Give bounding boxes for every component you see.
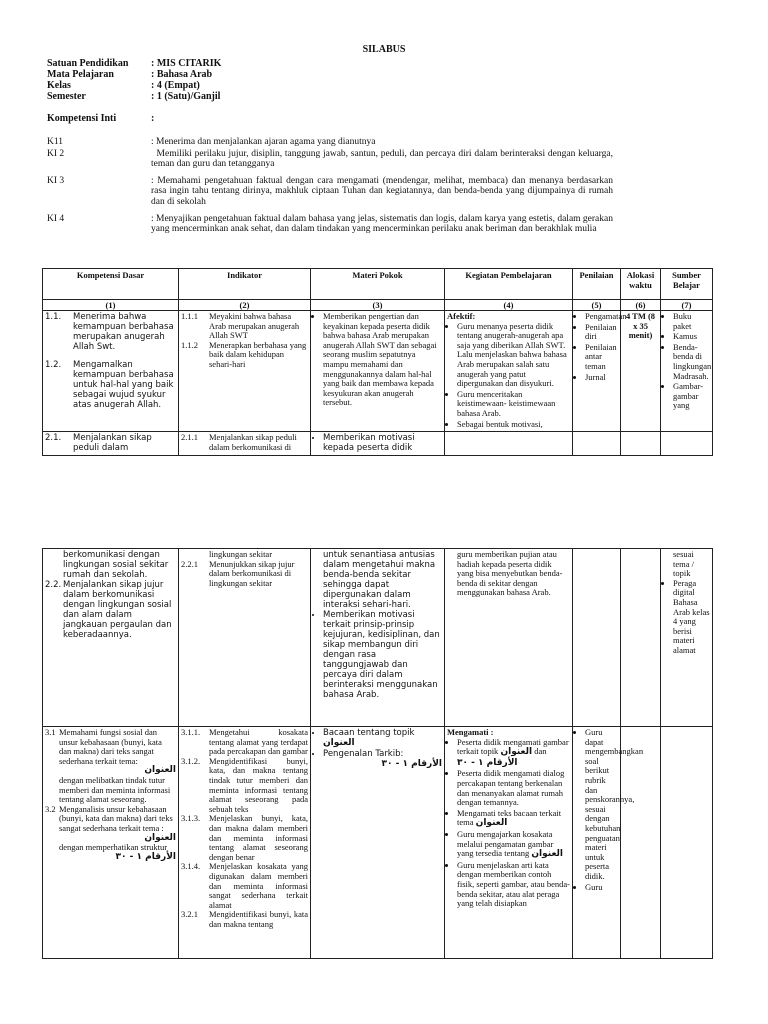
kd-number: 1.1. — [45, 312, 62, 322]
materi-cell — [311, 311, 445, 432]
kegiatan-heading: Afektif: — [447, 311, 476, 321]
indikator-text: Meyakini bahwa bahasa Arab merupakan anugerah Allah SWT — [209, 311, 300, 341]
indikator-cell — [179, 549, 311, 727]
kegiatan-text: Guru mengajarkan kosakata melalui pengamatan gambar yang tersedia tentang — [457, 828, 554, 859]
col-header: Alokasi waktu — [621, 269, 661, 300]
table-row — [43, 727, 713, 959]
sumber-cell — [661, 311, 713, 432]
ki-text: Memiliki perilaku jujur, disiplin, tanggung jawab, santun, peduli, dan percaya diri dalam berinteraksi dengan keluarga, teman dan guru dan tetangganya — [151, 148, 625, 170]
kd-cell — [43, 549, 179, 727]
meta-label: Mata Pelajaran — [47, 69, 114, 80]
col-number: (3) — [311, 300, 445, 311]
ki-text: : Menyajikan pengetahuan faktual dalam bahasa yang jelas, sistematis dan logis, dalam karya yang estetis, dalam gerakan yang mencerminkan anak sehat, dan dalam tindakan yang mencerminkan perilaku anak beriman dan berakhlak mulia — [151, 213, 613, 235]
indikator-number: 3.1.2. — [181, 755, 201, 766]
materi-cell — [311, 549, 445, 727]
sumber-cell — [661, 432, 713, 456]
arabic-numbers-label: الأرقام ١ - ٣٠ — [457, 757, 518, 768]
col-header: Materi Pokok — [311, 269, 445, 300]
alokasi-cell — [621, 727, 661, 959]
indikator-number: 3.1.3. — [181, 813, 201, 824]
indikator-item — [181, 862, 308, 910]
ki-text: : Memahami pengetahuan faktual dengan cara mengamati (mendengar, melihat, membaca) dan menanya berdasarkan rasa ingin tahu tentang dirinya, makhluk ciptaan Tuhan dan kegiatannya, dan benda-benda yang dijumpainya di rumah dan di sekolah — [151, 175, 613, 207]
materi-item: • Memberikan pengertian dan keyakinan kepada peserta didik bahwa bahasa Arab merupakan anugerah Allah SWT dan sebagai seorang muslim sepatutnya mampu memahami dan menggunakannya dalam hal-hal yang baik dan membawa kepada kesyukuran akan anugerah tersebut. — [323, 312, 442, 408]
indikator-continued: lingkungan sekitar — [209, 549, 273, 559]
penilaian-item: • Penilaian antar teman — [585, 343, 618, 372]
indikator-text: Mengidentifikasi bunyi, kata, dan makna tentang tindak tutur memberi dan meminta informasi tentang alamat seseorang pada sebuah teks — [209, 755, 308, 814]
indikator-cell — [179, 727, 311, 959]
meta-label: Satuan Pendidikan — [47, 58, 129, 69]
page-title: SILABUS — [362, 44, 406, 55]
kd-cell — [43, 311, 179, 432]
ki-item — [47, 148, 625, 170]
alokasi-cell — [621, 432, 661, 456]
materi-item — [323, 728, 442, 748]
kegiatan-text: dan — [534, 746, 547, 757]
indikator-item — [181, 757, 308, 815]
sumber-cell — [661, 727, 713, 959]
meta-label: Kompetensi Inti — [47, 113, 117, 124]
kegiatan-item: • Guru menjelaskan arti kata dengan memberikan contoh fisik, seperti gambar, atau benda-benda sekitar, atau alat peraga yang telah disiapkan — [457, 861, 570, 909]
indikator-text: Menerapkan berbahasa yang baik dalam kehidupan sehari-hari — [209, 339, 307, 369]
indikator-number: 3.1.1. — [181, 727, 201, 737]
meta-value: : 4 (Empat) — [151, 80, 200, 91]
kd-item — [45, 433, 176, 453]
arabic-numbers-label: الأرقام ١ - ٣٠ — [381, 759, 442, 769]
ki-code: KI 2 — [47, 148, 65, 159]
penilaian-cell — [573, 549, 621, 727]
indikator-text: Menjelaskan bunyi, kata, dan makna dalam memberi dan meminta informasi tentang alamat seseorang dengan benar — [209, 813, 308, 862]
col-number: (4) — [445, 300, 573, 311]
ki-item — [47, 137, 613, 148]
penilaian-item: • Jurnal — [585, 373, 618, 383]
syllabus-table-1 — [42, 268, 713, 456]
meta-value: : 1 (Satu)/Ganjil — [151, 91, 221, 102]
table-row — [43, 311, 713, 432]
ki-text: : Menerima dan menjalankan ajaran agama yang dianutnya — [151, 137, 376, 147]
meta-label: Semester — [47, 91, 86, 102]
kd-text: dengan memperhatikan struktur — [59, 842, 168, 853]
kegiatan-item: • Guru menceritakan keistimewaan- keistimewaan bahasa Arab. — [457, 390, 570, 419]
materi-item: • Memberikan motivasi kepada peserta didik — [323, 433, 442, 453]
meta-row — [47, 91, 221, 102]
meta-value: : Bahasa Arab — [151, 69, 213, 80]
arabic-numbers-label: الأرقام ١ - ٣٠ — [115, 851, 176, 862]
syllabus-table-2 — [42, 548, 713, 959]
col-header: Kegiatan Pembelajaran — [445, 269, 573, 300]
col-header: Sumber Belajar — [661, 269, 713, 300]
indikator-item — [181, 910, 308, 929]
penilaian-cell — [573, 311, 627, 432]
indikator-number: 3.2.1 — [181, 909, 198, 920]
sumber-cell — [661, 549, 713, 727]
kegiatan-item: • Guru menanya peserta didik tentang anugerah-anugerah apa saja yang diberikan Allah SWT. Lalu menjelaskan bahwa bahasa Arab merupakan salah satu anugerah yang patut dipergunakan dan disyukuri. — [457, 322, 570, 389]
ki-code: K11 — [47, 137, 64, 147]
ki-code: KI 4 — [47, 213, 65, 224]
kegiatan-cell — [445, 727, 573, 959]
kd-item — [45, 728, 176, 766]
table-row — [43, 549, 713, 727]
kd-continued: berkomunikasi dengan lingkungan sosial sekitar rumah dan sekolah. — [63, 550, 169, 580]
meta-value: : MIS CITARIK — [151, 58, 222, 69]
materi-text: Pengenalan Tarkib: — [323, 749, 404, 759]
indikator-number: 2.1.1 — [181, 432, 198, 443]
kegiatan-heading: Mengamati : — [447, 727, 494, 737]
kd-cell — [43, 432, 179, 456]
alokasi-cell — [621, 549, 661, 727]
alokasi-cell: 4 TM (8 x 35 menit) — [621, 311, 661, 432]
arabic-topic-label: العنوان — [500, 747, 533, 758]
kd-cell — [43, 727, 179, 959]
kegiatan-continued: guru memberikan pujian atau hadiah kepada peserta didik yang bisa menyebutkan benda-benda di sekitar dengan menggunakan bahasa Arab. — [457, 549, 563, 598]
kegiatan-item — [457, 809, 570, 829]
ki-code: KI 3 — [47, 175, 65, 186]
arabic-topic-label: العنوان — [144, 832, 176, 843]
meta-row — [47, 69, 221, 80]
sumber-continued: sesuai tema / topik — [673, 549, 695, 579]
kompetensi-inti-list — [47, 137, 625, 236]
indikator-text: Menunjukkan sikap jujur dalam berkomunikasi di lingkungan sekitar — [209, 558, 295, 588]
meta-row — [47, 58, 221, 69]
materi-item: • Memberikan motivasi terkait prinsip-prinsip kejujuran, kedisiplinan, dan sikap membangun diri dengan rasa tanggungjawab dan percaya diri dalam berinteraksi menggunakan bahasa Arab. — [323, 610, 442, 700]
sumber-item: • Peraga digital Bahasa Arab kelas 4 yang berisi materi alamat — [673, 579, 710, 656]
materi-cell — [311, 432, 445, 456]
penilaian-cell — [573, 727, 644, 959]
kegiatan-item: • Peserta didik mengamati dialog percakapan tentang berkenalan dan menanyakan alamat rumah dengan temannya. — [457, 769, 570, 807]
kd-item — [45, 580, 176, 640]
kegiatan-item: • Sebagai bentuk motivasi, — [457, 420, 570, 430]
kd-text: Menganalisis unsur kebahasaan (bunyi, kata dan makna) dari teks sangat sederhana terkait tema : — [59, 803, 173, 833]
kd-number: 3.1 — [45, 727, 56, 737]
kd-number: 3.2 — [45, 803, 56, 814]
indikator-text: Mengetahui kosakata tentang alamat yang terdapat pada percakapan dan gambar — [209, 727, 308, 757]
materi-continued: untuk senantiasa antusias dalam mengetahui makna benda-benda sekitar sehingga dapat dipergunakan dalam interaksi sehari-hari. — [323, 550, 436, 610]
col-number: (6) — [621, 300, 661, 311]
kd-text: Menjalankan sikap jujur dalam berkomunikasi dengan lingkungan sosial dan alam dalam jangkauan pergaulan dan keberadaannya. — [63, 580, 172, 640]
indikator-item — [181, 312, 308, 341]
penilaian-item: • Penilaian diri — [585, 323, 618, 342]
indikator-number: 1.1.2 — [181, 339, 198, 350]
kd-number: 1.2. — [45, 360, 62, 370]
kd-number: 2.1. — [45, 433, 62, 444]
table-number-row — [43, 300, 713, 311]
sumber-item: • Buku paket — [673, 312, 710, 331]
arabic-topic-label: العنوان — [475, 818, 508, 829]
indikator-number: 2.2.1 — [181, 558, 198, 569]
indikator-text: Menjelaskan kosakata yang digunakan dalam memberi dan meminta informasi sangat sederhana terkait alamat — [209, 861, 308, 910]
indikator-text: Menjalankan sikap peduli dalam berkomunikasi di — [209, 432, 297, 452]
penilaian-item: • Guru — [585, 883, 618, 893]
indikator-text: Mengidentifikasi bunyi, kata dan makna tentang — [209, 909, 308, 929]
meta-row — [47, 102, 221, 113]
kd-text: Mengamalkan kemampuan berbahasa untuk hal-hal yang baik sebagai wujud syukur atas anugerah Allah. — [73, 360, 174, 410]
kd-item — [45, 360, 176, 410]
penilaian-item: • Guru dapat mengembangkan soal berikut rubrik dan penskorannya, sesuai dengan kebutuhan penguatan materi untuk peserta didik. — [585, 728, 618, 882]
kegiatan-item — [457, 738, 570, 769]
kegiatan-item — [457, 830, 570, 860]
col-number: (1) — [43, 300, 179, 311]
indikator-item — [181, 814, 308, 862]
table-row — [43, 432, 713, 456]
meta-row — [47, 80, 221, 91]
indikator-item — [181, 433, 308, 452]
materi-text: Bacaan tentang topik — [323, 728, 415, 738]
meta-label — [47, 102, 151, 113]
sumber-item: • Benda-benda di lingkungan Madrasah. — [673, 343, 710, 381]
indikator-number: 3.1.4. — [181, 861, 201, 872]
meta-value: : — [151, 113, 155, 124]
kd-text: Menerima bahwa kemampuan berbahasa merupakan anugerah Allah Swt. — [73, 312, 174, 352]
indikator-item — [181, 341, 308, 370]
sumber-item: • Kamus — [673, 332, 710, 342]
kd-item — [45, 805, 176, 834]
materi-item — [323, 749, 442, 769]
meta-row — [47, 113, 221, 124]
arabic-topic-label: العنوان — [144, 765, 176, 776]
kegiatan-text: Peserta didik mengamati gambar terkait topik — [457, 736, 569, 757]
penilaian-cell — [573, 432, 621, 456]
kd-number: 2.2. — [45, 580, 62, 590]
kd-text: Menjalankan sikap peduli dalam — [73, 433, 152, 454]
arabic-topic-label: العنوان — [531, 849, 563, 860]
col-header: Indikator — [179, 269, 311, 300]
kegiatan-text: Mengamati teks bacaan terkait tema — [457, 807, 562, 828]
identity-block — [47, 58, 221, 124]
kegiatan-cell — [445, 311, 573, 432]
table-header-row — [43, 269, 713, 300]
kd-text: dengan melibatkan tindak tutur memberi dan meminta informasi tentang alamat seseorang. — [59, 774, 171, 805]
penilaian-item: • Pengamatan — [585, 312, 618, 322]
indikator-number: 1.1.1 — [181, 311, 198, 321]
indikator-item — [181, 560, 308, 589]
ki-item — [47, 214, 613, 235]
materi-cell — [311, 727, 445, 959]
kd-text: Memahami fungsi sosial dan unsur kebahasaan (bunyi, kata dan makna) dari teks sangat sederhana terkait tema: — [59, 727, 162, 766]
indikator-item — [181, 728, 308, 757]
ki-item — [47, 176, 613, 208]
col-header: Kompetensi Dasar — [43, 269, 179, 300]
kegiatan-cell — [445, 432, 573, 456]
sumber-item: • Gambar-gambar yang — [673, 382, 710, 411]
col-number: (7) — [661, 300, 713, 311]
col-number: (5) — [573, 300, 621, 311]
meta-label: Kelas — [47, 80, 71, 91]
kd-item — [45, 312, 176, 352]
indikator-cell — [179, 432, 311, 456]
kegiatan-cell — [445, 549, 573, 727]
col-number: (2) — [179, 300, 311, 311]
arabic-topic-label: العنوان — [323, 738, 355, 748]
indikator-cell — [179, 311, 311, 432]
col-header: Penilaian — [573, 269, 621, 300]
